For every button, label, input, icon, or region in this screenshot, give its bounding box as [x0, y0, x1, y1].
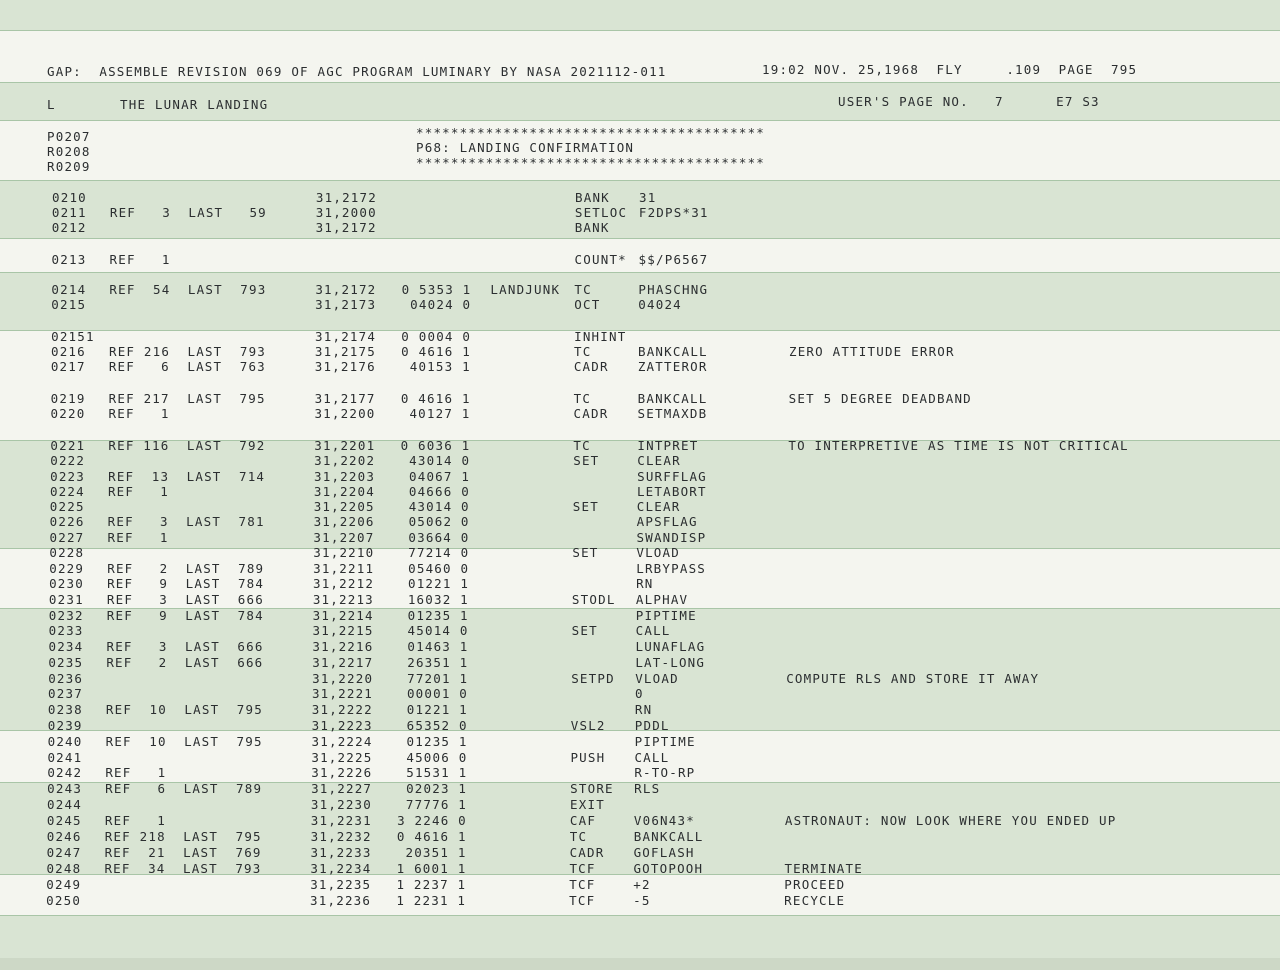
row-octal-code: 40127 1 — [409, 406, 471, 421]
row-address: 31,2222 — [311, 702, 373, 717]
row-cross-ref: REF 21 LAST 769 — [104, 845, 262, 860]
row-cross-ref: REF 9 LAST 784 — [106, 608, 264, 623]
row-line-number: 0250 — [46, 893, 82, 908]
row-comment: TERMINATE — [784, 861, 863, 876]
row-operand: PDDL — [634, 718, 670, 733]
row-octal-code: 16032 1 — [407, 592, 469, 607]
row-address: 31,2236 — [310, 893, 372, 908]
row-operand: ALPHAV — [635, 592, 689, 607]
row-operand: $$/P6567 — [638, 252, 709, 267]
row-opcode: TCF — [569, 893, 596, 908]
row-opcode: BANK — [575, 190, 610, 205]
row-octal-code: 02023 1 — [406, 781, 468, 796]
row-octal-code: 04024 0 — [410, 297, 472, 312]
row-octal-code: 05460 0 — [408, 561, 470, 576]
row-octal-code: 05062 0 — [408, 514, 470, 529]
row-octal-code: 51531 1 — [406, 765, 468, 780]
row-address: 31,2205 — [313, 499, 375, 514]
paper-bottom-edge — [0, 958, 1280, 970]
row-address: 31,2214 — [312, 608, 374, 623]
row-opcode: BANK — [574, 220, 610, 235]
row-octal-code: 04067 1 — [409, 469, 471, 484]
row-operand: RLS — [634, 781, 661, 796]
row-line-number: 0228 — [49, 545, 85, 560]
row-line-number: 0215 — [51, 297, 87, 312]
row-octal-code: 45014 0 — [407, 623, 469, 638]
row-opcode: OCT — [574, 297, 601, 312]
row-operand: GOTOPOOH — [633, 861, 704, 876]
row-opcode: COUNT* — [574, 252, 627, 267]
section-title: THE LUNAR LANDING — [120, 97, 269, 112]
row-address: 31,2210 — [313, 545, 375, 560]
row-operand: 31 — [639, 190, 657, 205]
row-octal-code: 20351 1 — [405, 845, 467, 860]
banner-line-id: R0208 — [47, 144, 91, 159]
row-address: 31,2224 — [311, 734, 373, 749]
row-operand: LAT-LONG — [635, 655, 706, 670]
row-octal-code: 1 2231 1 — [396, 893, 467, 908]
row-comment: ASTRONAUT: NOW LOOK WHERE YOU ENDED UP — [784, 813, 1117, 828]
row-cross-ref: REF 6 LAST 763 — [108, 359, 266, 374]
row-line-number: 0230 — [49, 576, 84, 591]
row-octal-code: 0 4616 1 — [400, 391, 471, 406]
row-address: 31,2175 — [314, 344, 376, 359]
row-address: 31,2220 — [312, 671, 374, 686]
row-operand: R-TO-RP — [634, 765, 696, 780]
row-line-number: 0219 — [50, 391, 86, 406]
row-octal-code: 26351 1 — [407, 655, 469, 670]
row-line-number: 0217 — [50, 359, 86, 374]
row-cross-ref: REF 13 LAST 714 — [108, 469, 266, 484]
row-opcode: VSL2 — [570, 718, 606, 733]
row-octal-code: 65352 0 — [406, 718, 468, 733]
row-operand: 0 — [635, 686, 644, 701]
row-line-number: 0241 — [47, 750, 83, 765]
row-opcode: CADR — [569, 845, 605, 860]
row-operand: SURFFLAG — [637, 469, 707, 484]
row-cross-ref: REF 2 LAST 789 — [107, 561, 265, 576]
users-page-number: USER'S PAGE NO. 7 E7 S3 — [838, 94, 1100, 109]
row-address: 31,2235 — [310, 877, 372, 892]
row-line-number: 0240 — [47, 734, 83, 749]
row-operand: CALL — [635, 623, 671, 638]
row-line-number: 0222 — [50, 453, 86, 468]
row-line-number: 0249 — [46, 877, 82, 892]
row-octal-code: 40153 1 — [409, 359, 471, 374]
row-opcode: TC — [573, 438, 591, 453]
row-address: 31,2233 — [310, 845, 372, 860]
row-operand: CLEAR — [637, 453, 681, 468]
row-operand: LUNAFLAG — [635, 639, 706, 654]
row-operand: BANKCALL — [633, 829, 704, 844]
row-line-number: 0239 — [47, 718, 83, 733]
row-opcode: TCF — [569, 861, 596, 876]
row-cross-ref: REF 1 — [109, 252, 171, 267]
row-octal-code: 0 0004 0 — [401, 329, 472, 344]
row-octal-code: 0 6036 1 — [400, 438, 471, 453]
row-octal-code: 77776 1 — [405, 797, 468, 812]
header-assembly-line: GAP: ASSEMBLE REVISION 069 OF AGC PROGRAM LUMINARY BY NASA 2021112-011 — [47, 64, 667, 79]
row-line-number: 0214 — [51, 282, 87, 297]
row-octal-code: 43014 0 — [408, 499, 470, 514]
row-octal-code: 00001 0 — [406, 686, 469, 701]
row-octal-code: 77214 0 — [408, 545, 470, 560]
row-octal-code: 77201 1 — [407, 671, 469, 686]
row-opcode: SETLOC — [574, 205, 628, 220]
row-opcode: INHINT — [574, 329, 627, 344]
row-line-number: 0248 — [46, 861, 82, 876]
banner-stars-bottom: **************************************** — [416, 155, 766, 170]
row-line-number: 0226 — [49, 514, 85, 529]
row-operand: SWANDISP — [636, 530, 707, 545]
row-opcode: SETPD — [571, 671, 615, 686]
row-operand: BANKCALL — [637, 391, 708, 406]
row-address: 31,2234 — [310, 861, 372, 876]
row-address: 31,2201 — [314, 438, 376, 453]
row-comment: ZERO ATTITUDE ERROR — [788, 344, 955, 359]
row-address: 31,2173 — [315, 297, 377, 312]
row-cross-ref: REF 217 LAST 795 — [108, 391, 266, 406]
row-address: 31,2223 — [311, 718, 373, 733]
row-opcode: CAF — [569, 813, 597, 828]
section-code: L — [47, 97, 56, 112]
row-cross-ref: REF 1 — [104, 813, 166, 828]
row-address: 31,2207 — [313, 530, 375, 545]
row-line-number: 0247 — [46, 845, 82, 860]
row-opcode: TC — [569, 829, 588, 844]
row-line-number: 0210 — [52, 190, 87, 205]
row-line-number: 0227 — [49, 530, 85, 545]
row-address: 31,2232 — [310, 829, 372, 844]
row-address: 31,2225 — [311, 750, 373, 765]
banner-title: P68: LANDING CONFIRMATION — [416, 140, 635, 155]
row-opcode: PUSH — [570, 750, 606, 765]
row-line-number: 0212 — [51, 220, 87, 235]
row-line-number: 0233 — [48, 623, 84, 638]
row-comment: TO INTERPRETIVE AS TIME IS NOT CRITICAL — [788, 438, 1129, 453]
row-address: 31,2231 — [310, 813, 372, 828]
row-opcode: EXIT — [570, 797, 605, 812]
row-address: 31,2217 — [312, 655, 374, 670]
banner-line-id: R0209 — [47, 159, 91, 174]
row-octal-code: 45006 0 — [406, 750, 468, 765]
row-line-number: 0224 — [49, 484, 85, 499]
row-operand: VLOAD — [636, 545, 680, 560]
row-cross-ref: REF 10 LAST 795 — [105, 702, 263, 717]
row-address: 31,2215 — [312, 623, 374, 638]
row-comment: PROCEED — [784, 877, 846, 892]
row-cross-ref: REF 216 LAST 793 — [108, 344, 267, 359]
row-line-number: 0246 — [46, 829, 82, 844]
row-address: 31,2176 — [314, 359, 376, 374]
row-address: 31,2203 — [314, 469, 376, 484]
row-comment: COMPUTE RLS AND STORE IT AWAY — [786, 671, 1040, 686]
row-line-number: 0221 — [50, 438, 86, 453]
banner-stars-top: **************************************** — [416, 125, 766, 140]
row-operand: CALL — [634, 750, 670, 765]
row-line-number: 0245 — [46, 813, 82, 828]
row-cross-ref: REF 34 LAST 793 — [104, 861, 262, 876]
row-cross-ref: REF 116 LAST 792 — [108, 438, 266, 453]
row-opcode: CADR — [573, 406, 609, 421]
row-line-number: 0216 — [50, 344, 86, 359]
row-address: 31,2204 — [313, 484, 375, 499]
row-operand: SETMAXDB — [637, 406, 708, 421]
row-line-number: 0237 — [48, 686, 83, 701]
row-cross-ref: REF 54 LAST 793 — [109, 282, 267, 297]
banner-line-id: P0207 — [47, 129, 91, 144]
row-cross-ref: REF 1 — [107, 530, 169, 545]
row-address: 31,2172 — [315, 220, 377, 235]
row-comment: SET 5 DEGREE DEADBAND — [788, 391, 972, 406]
row-octal-code: 0 5353 1 — [401, 282, 472, 297]
row-address: 31,2206 — [313, 514, 375, 529]
row-line-number: 0235 — [48, 655, 84, 670]
row-line-number: 0231 — [48, 592, 84, 607]
row-line-number: 0232 — [48, 608, 84, 623]
row-operand: -5 — [633, 893, 651, 908]
row-octal-code: 01463 1 — [407, 639, 469, 654]
row-opcode: STODL — [571, 592, 616, 607]
row-address: 31,2172 — [315, 282, 377, 297]
row-cross-ref: REF 218 LAST 795 — [104, 829, 262, 844]
row-opcode: STORE — [570, 781, 614, 796]
row-opcode: SET — [572, 499, 599, 514]
row-address: 31,2000 — [315, 205, 377, 220]
row-octal-code: 1 6001 1 — [396, 861, 467, 876]
row-operand: 04024 — [638, 297, 682, 312]
row-operand: PIPTIME — [635, 608, 697, 623]
row-operand: APSFLAG — [636, 514, 698, 529]
row-opcode: TC — [573, 391, 592, 406]
row-operand: +2 — [633, 877, 651, 892]
row-comment: RECYCLE — [784, 893, 846, 908]
row-line-number: 0220 — [50, 406, 86, 421]
row-octal-code: 0 4616 1 — [396, 829, 467, 844]
row-cross-ref: REF 6 LAST 789 — [105, 781, 263, 796]
row-address: 31,2216 — [312, 639, 374, 654]
row-opcode: SET — [571, 623, 598, 638]
row-octal-code: 0 4616 1 — [401, 344, 471, 359]
row-operand: V06N43* — [633, 813, 695, 828]
row-cross-ref: REF 3 LAST 781 — [107, 514, 265, 529]
row-cross-ref: REF 9 LAST 784 — [107, 576, 265, 591]
row-cross-ref: REF 1 — [108, 406, 170, 421]
row-line-number: 0223 — [50, 469, 85, 484]
row-octal-code: 1 2237 1 — [396, 877, 467, 892]
row-address: 31,2226 — [311, 765, 373, 780]
row-operand: PHASCHNG — [638, 282, 709, 297]
row-octal-code: 43014 0 — [409, 453, 471, 468]
row-address: 31,2230 — [310, 797, 373, 812]
row-opcode: TCF — [569, 877, 596, 892]
row-line-number: 0243 — [47, 781, 83, 796]
row-opcode: TC — [574, 282, 592, 297]
row-address: 31,2174 — [315, 329, 377, 344]
row-line-number: 0225 — [49, 499, 85, 514]
row-line-number: 02151 — [51, 329, 95, 344]
row-octal-code: 3 2246 0 — [397, 813, 467, 828]
row-line-number: 0244 — [47, 797, 82, 812]
row-address: 31,2212 — [312, 576, 375, 591]
row-line-number: 0236 — [48, 671, 84, 686]
row-opcode: SET — [572, 545, 599, 560]
row-opcode: CADR — [573, 359, 609, 374]
row-address: 31,2177 — [314, 391, 376, 406]
row-address: 31,2202 — [314, 453, 376, 468]
row-octal-code: 03664 0 — [408, 530, 470, 545]
row-address: 31,2172 — [315, 190, 377, 205]
row-address: 31,2211 — [313, 561, 375, 576]
row-operand: LETABORT — [636, 484, 707, 499]
row-operand: GOFLASH — [633, 845, 695, 860]
row-line-number: 0242 — [47, 765, 83, 780]
row-address: 31,2200 — [314, 406, 376, 421]
row-line-number: 0234 — [48, 639, 84, 654]
row-operand: F2DPS*31 — [638, 205, 709, 220]
row-operand: LRBYPASS — [636, 561, 707, 576]
row-address: 31,2227 — [311, 781, 373, 796]
row-octal-code: 01221 1 — [406, 702, 468, 717]
row-operand: BANKCALL — [637, 344, 708, 359]
row-cross-ref: REF 3 LAST 59 — [109, 205, 267, 220]
row-line-number: 0211 — [51, 205, 87, 220]
row-symbol-label: LANDJUNK — [490, 282, 561, 297]
row-octal-code: 04666 0 — [408, 484, 470, 499]
row-cross-ref: REF 10 LAST 795 — [105, 734, 263, 749]
row-cross-ref: REF 1 — [105, 765, 167, 780]
row-operand: PIPTIME — [634, 734, 696, 749]
row-operand: VLOAD — [635, 671, 679, 686]
row-octal-code: 01235 1 — [407, 608, 469, 623]
row-cross-ref: REF 3 LAST 666 — [106, 592, 264, 607]
row-cross-ref: REF 3 LAST 666 — [106, 639, 264, 654]
row-octal-code: 01221 1 — [407, 576, 470, 591]
row-cross-ref: REF 1 — [107, 484, 170, 499]
row-address: 31,2213 — [312, 592, 374, 607]
row-octal-code: 01235 1 — [406, 734, 468, 749]
row-opcode: SET — [573, 453, 600, 468]
row-operand: ZATTEROR — [637, 359, 708, 374]
row-cross-ref: REF 2 LAST 666 — [106, 655, 264, 670]
row-line-number: 0229 — [49, 561, 85, 576]
row-operand: RN — [636, 576, 654, 591]
row-operand: CLEAR — [636, 499, 681, 514]
row-line-number: 0238 — [47, 702, 83, 717]
row-operand: INTPRET — [637, 438, 699, 453]
header-date-page: 19:02 NOV. 25,1968 FLY .109 PAGE 795 — [762, 62, 1138, 77]
row-opcode: TC — [573, 344, 592, 359]
row-operand: RN — [634, 702, 653, 717]
row-address: 31,2221 — [311, 686, 374, 701]
row-line-number: 0213 — [51, 252, 87, 267]
